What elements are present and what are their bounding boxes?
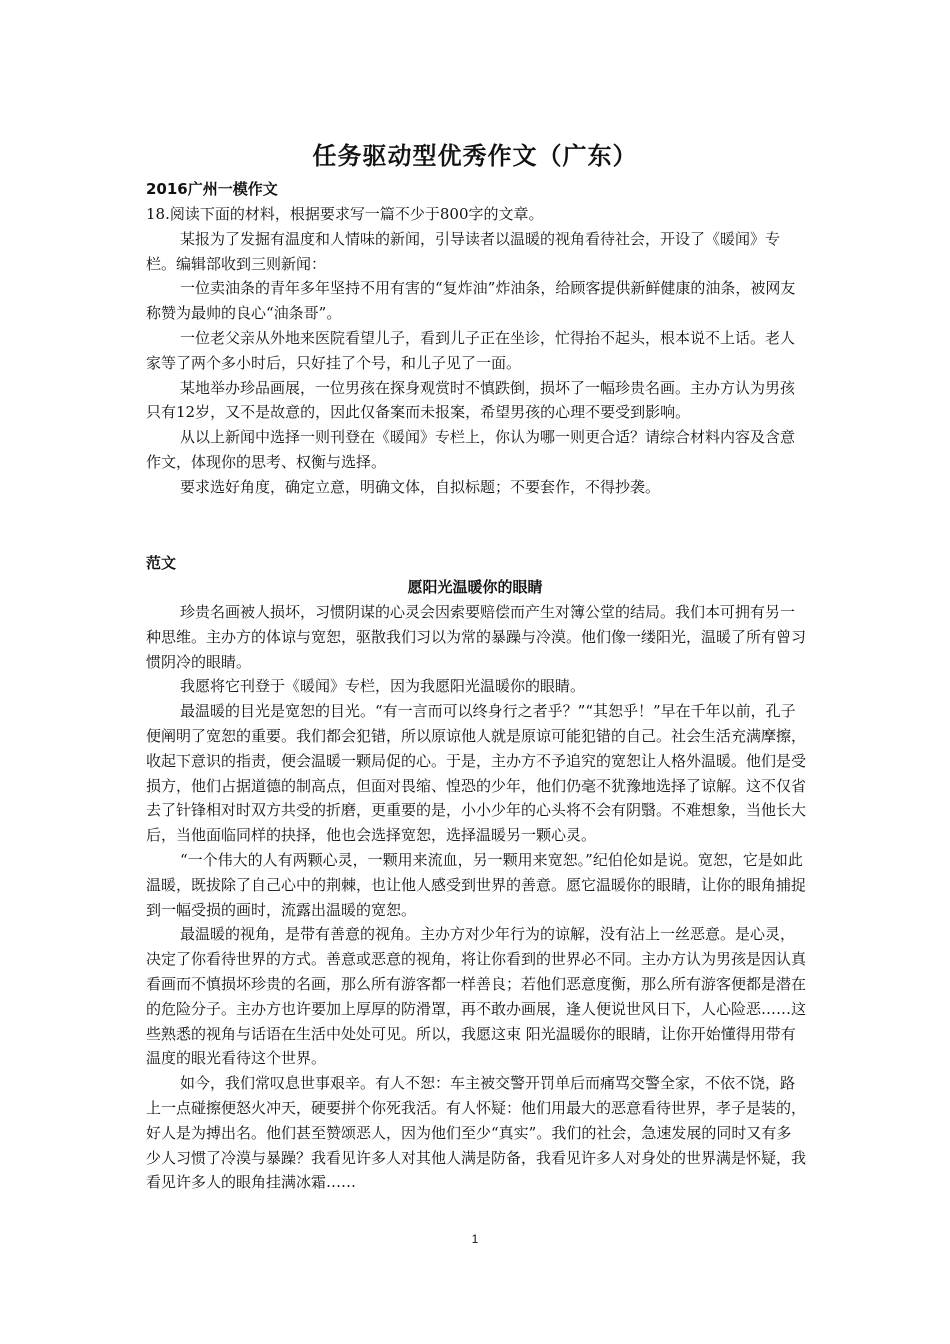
- question-paragraph: 从以上新闻中选择一则刊登在《暖闻》专栏上，你认为哪一则更合适？请综合材料内容及含意作文，体现你的思考、权衡与选择。: [146, 428, 796, 471]
- question-requirements: 要求选好角度，确定立意，明确文体，自拟标题；不要套作，不得抄袭。: [180, 477, 661, 496]
- section-heading-sample: 范文: [146, 554, 177, 572]
- question-paragraph: 一位老父亲从外地来医院看望儿子，看到儿子正在坐诊，忙得抬不起头，根本说不上话。老人家等了两个多小时后，只好挂了个号，和儿子见了一面。: [146, 328, 796, 372]
- essay-paragraph: 最温暖的视角，是带有善意的视角。主办方对少年行为的谅解，没有沾上一丝恶意。是心灵，决定了你看待世界的方式。善意或恶意的视角，将让你看到的世界必不同。主办方认为男孩是因认真看画而不慎损坏珍贵的名画，那么所有游客都一样善良；若他们恶意度衡，那么所有游客便都是潜在的危险分子。主办方也许要加上厚厚的防滑罩，再不敢办画展，逢人便说世风日下，人心险恶……这些熟悉的视角与话语在生活中处处可见。所以，我愿这束 阳光温暖你的眼睛，让你开始懂得用带有温度的眼光看待这个世界。: [146, 925, 807, 1068]
- essay-paragraph: 珍贵名画被人损坏，习惯阴谋的心灵会因索要赔偿而产生对簿公堂的结局。我们本可拥有另一种思维。主办方的体谅与宽恕，驱散我们习以为常的暴躁与冷漠。他们像一缕阳光，温暖了所有曾习惯阴冷的眼睛。: [146, 603, 807, 671]
- essay-title: 愿阳光温暖你的眼睛: [407, 578, 543, 596]
- page-title: 任务驱动型优秀作文（广东）: [312, 142, 638, 170]
- section-heading-exam: 2016广州一模作文: [146, 180, 278, 198]
- question-paragraph: 某报为了发掘有温度和人情味的新闻，引导读者以温暖的视角看待社会，开设了《暖闻》专栏。编辑部收到三则新闻：: [146, 229, 781, 273]
- question-instruction: 18.阅读下面的材料，根据要求写一篇不少于800字的文章。: [146, 205, 544, 223]
- essay-body: [146, 600, 806, 1195]
- page-number: 1: [471, 1232, 479, 1246]
- essay-paragraph: 我愿将它刊登于《暖闻》专栏，因为我愿阳光温暖你的眼睛。: [180, 677, 586, 696]
- question-paragraph: 一位卖油条的青年多年坚持不用有害的“复炸油”炸油条，给顾客提供新鲜健康的油条，被网友称赞为最帅的良心“油条哥”。: [146, 279, 796, 323]
- question-paragraph: 某地举办珍品画展，一位男孩在探身观赏时不慎跌倒，损坏了一幅珍贵名画。主办方认为男孩只有12岁，又不是故意的，因此仅备案而未报案，希望男孩的心理不要受到影响。: [146, 378, 796, 422]
- essay-paragraph: 如今，我们常叹息世事艰辛。有人不恕：车主被交警开罚单后而痛骂交警全家，不依不饶，路上一点碰擦便怒火冲天，硬要拼个你死我活。有人怀疑：他们用最大的恶意看待世界，孝子是装的，好人是为搏出名。他们甚至赞颂恶人，因为他们至少“真实”。我们的社会，急速发展的同时又有多少人习惯了冷漠与暴躁？我看见许多人对其他人满是防备，我看见许多人对身处的世界满是怀疑，我看见许多人的眼角挂满冰霜……: [146, 1074, 807, 1192]
- question-block: [146, 202, 806, 500]
- essay-paragraph: “一个伟大的人有两颗心灵，一颗用来流血，另一颗用来宽恕。”纪伯伦如是说。宽恕，它是如此温暖，既拔除了自己心中的荆棘，也让他人感受到世界的善意。愿它温暖你的眼睛，让你的眼角捕捉到一幅受损的画时，流露出温暖的宽恕。: [146, 850, 807, 919]
- essay-paragraph: 最温暖的目光是宽恕的目光。“有一言而可以终身行之者乎？”“其恕乎！”早在千年以前，孔子便阐明了宽恕的重要。我们都会犯错，所以原谅他人就是原谅可能犯错的自己。社会生活充满摩擦，收起下意识的指责，便会温暖一颗局促的心。于是，主办方不予追究的宽恕让人格外温暖。他们是受损方，他们占据道德的制高点，但面对畏缩、惶恐的少年，他们仍毫不犹豫地选择了谅解。这不仅省去了针锋相对时双方共受的折磨，更重要的是，小小少年的心头将不会有阴翳。不难想象，当他长大后，当他面临同样的抉择，他也会选择宽恕，选择温暖另一颗心灵。: [146, 702, 807, 845]
